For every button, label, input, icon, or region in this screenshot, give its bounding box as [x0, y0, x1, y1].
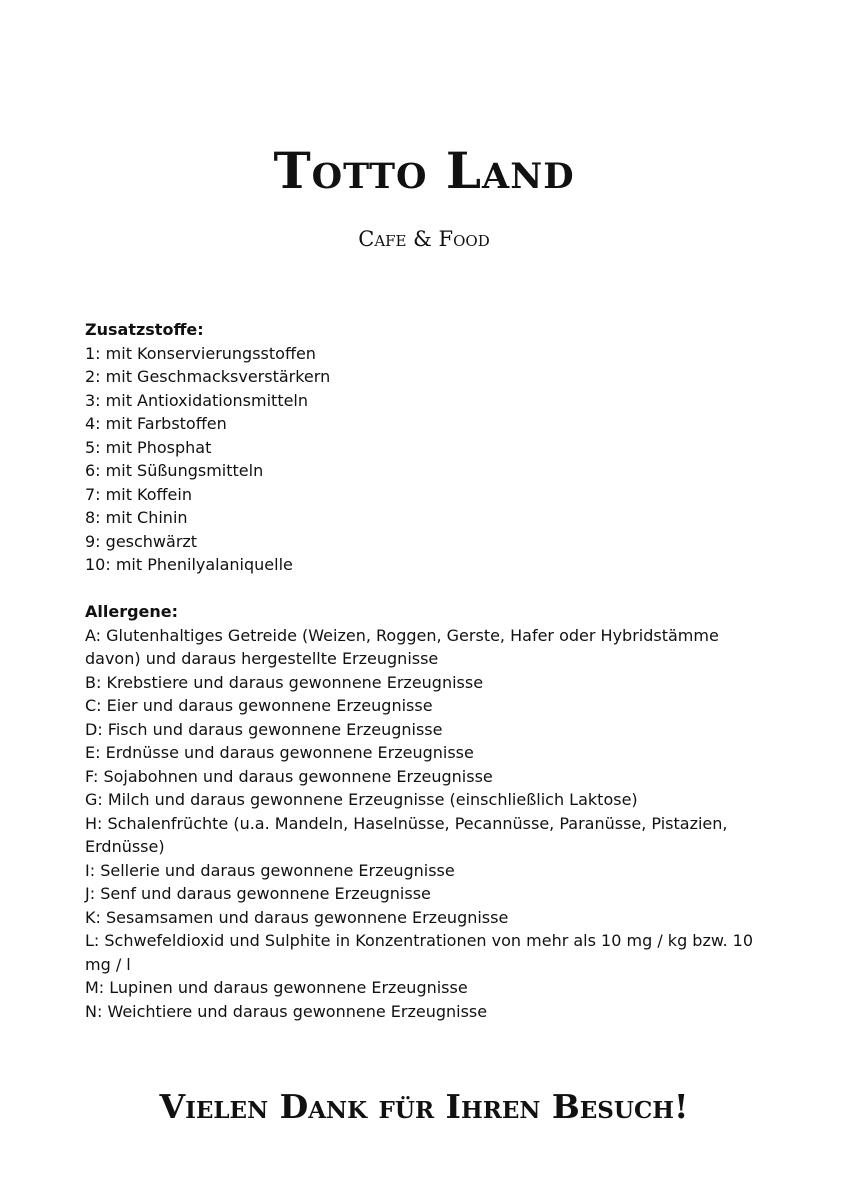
allergen-item: E: Erdnüsse und daraus gewonnene Erzeugnisse: [85, 743, 474, 762]
allergen-item: D: Fisch und daraus gewonnene Erzeugnisse: [85, 719, 443, 739]
allergen-item: J: Senf und daraus gewonnene Erzeugnisse: [85, 884, 431, 903]
allergens-heading: Allergene:: [85, 602, 179, 621]
additive-item: 9: geschwärzt: [85, 531, 198, 551]
allergen-item: C: Eier und daraus gewonnene Erzeugnisse: [85, 696, 433, 715]
allergens-list: [85, 624, 755, 1024]
additives-heading: Zusatzstoffe:: [85, 320, 204, 339]
allergen-item: N: Weichtiere und daraus gewonnene Erzeugnisse: [85, 1001, 488, 1021]
header: [0, 136, 848, 254]
additive-item: 8: mit Chinin: [85, 508, 188, 527]
allergens-section: [85, 600, 755, 1023]
restaurant-tagline: Cafe & Food: [358, 227, 490, 251]
additives-section: [85, 318, 755, 577]
additive-item: 5: mit Phosphat: [85, 437, 212, 457]
additive-item: 4: mit Farbstoffen: [85, 414, 227, 433]
section-spacer: [85, 577, 755, 601]
allergen-item: A: Glutenhaltiges Getreide (Weizen, Roggen, Gerste, Hafer oder Hybridstämme davon) und daraus hergestellte Erzeugnisse: [85, 625, 719, 668]
allergen-item: F: Sojabohnen und daraus gewonnene Erzeugnisse: [85, 766, 493, 786]
restaurant-name: Totto Land: [273, 141, 575, 200]
allergen-item: B: Krebstiere und daraus gewonnene Erzeugnisse: [85, 672, 484, 692]
additive-item: 3: mit Antioxidationsmitteln: [85, 390, 309, 410]
legend-content: [85, 318, 755, 1023]
additive-item: 1: mit Konservierungsstoffen: [85, 343, 316, 363]
thank-you-message: Vielen Dank für Ihren Besuch!: [159, 1087, 689, 1126]
allergen-item: I: Sellerie und daraus gewonnene Erzeugnisse: [85, 860, 455, 880]
additive-item: 6: mit Süßungsmitteln: [85, 461, 264, 480]
allergen-item: K: Sesamsamen und daraus gewonnene Erzeugnisse: [85, 907, 509, 927]
allergen-item: M: Lupinen und daraus gewonnene Erzeugnisse: [85, 978, 468, 997]
allergen-item: H: Schalenfrüchte (u.a. Mandeln, Haselnüsse, Pecannüsse, Paranüsse, Pistazien, Erdnüsse): [85, 813, 728, 856]
additive-item: 2: mit Geschmacksverstärkern: [85, 367, 331, 386]
allergen-item: G: Milch und daraus gewonnene Erzeugnisse (einschließlich Laktose): [85, 790, 638, 809]
allergen-item: L: Schwefeldioxid und Sulphite in Konzentrationen von mehr als 10 mg / kg bzw. 10 mg / l: [85, 931, 754, 974]
additive-item: 7: mit Koffein: [85, 484, 192, 504]
additive-item: 10: mit Phenilyalaniquelle: [85, 555, 293, 574]
additives-list: [85, 342, 755, 577]
